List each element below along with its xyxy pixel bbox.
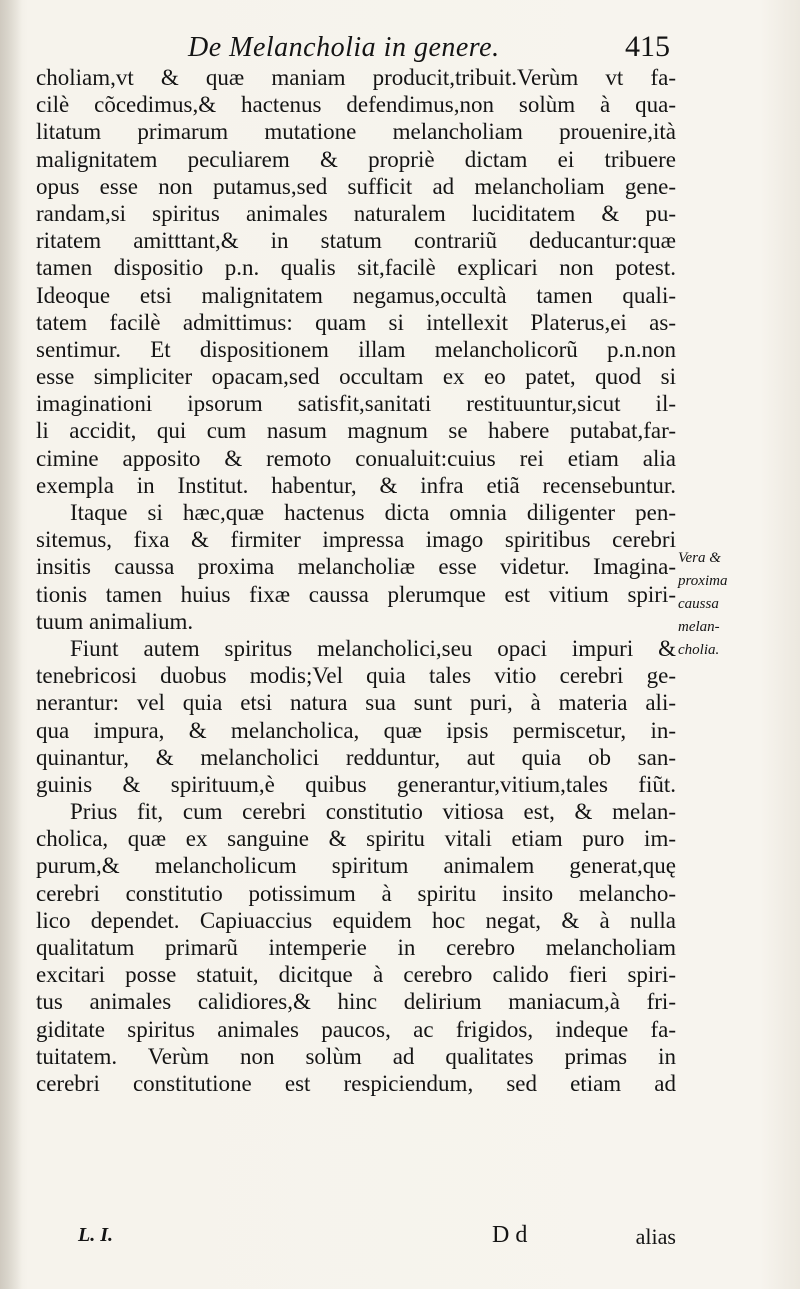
text-line: cerebri constitutione est respiciendum, sed etiam ad — [36, 1070, 676, 1096]
text-line: esse simpliciter opacam,sed occultam ex eo patet, quod si — [36, 364, 676, 390]
text-line: opus esse non putamus,sed sufficit ad melancholiam gene- — [36, 173, 676, 199]
text-line: cimine apposito & remoto conualuit:cuius rei etiam alia — [36, 445, 676, 471]
text-line: choliam,vt & quæ maniam producit,tribuit.Verùm vt fa- — [36, 65, 676, 90]
text-line: malignitatem peculiarem & propriè dictam ei tribuere — [36, 146, 676, 172]
text-line: guinis & spirituum,è quibus generantur,vitium,tales fiũt. — [36, 771, 676, 797]
text-line: ritatem amitttant,& in statum contrariũ deducantur:quæ — [36, 228, 676, 254]
text-line: randam,si spiritus animales naturalem luciditatem & pu- — [36, 200, 676, 226]
marginal-note — [678, 547, 778, 662]
text-line: tamen dispositio p.n. qualis sit,facilè explicari non potest. — [36, 255, 676, 281]
text-line: qualitatum primarũ intemperie in cerebro melancholiam — [36, 935, 676, 960]
text-line: exempla in Institut. habentur, & infra etiã recensebuntur. — [36, 472, 676, 498]
text-line: Ideoque etsi malignitatem negamus,occultà tamen quali- — [36, 282, 676, 308]
text-line: quinantur, & melancholici redduntur, aut quia ob san- — [36, 744, 676, 770]
paragraph-end-line: tuum animalium. — [36, 608, 194, 634]
text-line: litatum primarum mutatione melancholiam prouenire,ità — [36, 119, 676, 145]
page-footer — [36, 1222, 676, 1258]
text-line: cholica, quæ ex sanguine & spiritu vitali etiam puro im- — [36, 826, 676, 852]
main-text-block — [36, 64, 676, 1097]
text-line: li accidit, qui cum nasum magnum se habere putabat,far- — [36, 418, 676, 444]
marginal-note-line: Vera & — [678, 550, 721, 566]
text-line: tionis tamen huius fixæ caussa plerumque est vitium spiri- — [36, 581, 676, 607]
text-line: sentimur. Et dispositionem illam melancholicorũ p.n.non — [36, 336, 676, 362]
paragraph-start-line: Prius fit, cum cerebri constitutio vitiosa est, & melan- — [70, 799, 676, 825]
text-line: qua impura, & melancholica, quæ ipsis permiscetur, in- — [36, 717, 676, 743]
text-line: giditate spiritus animales paucos, ac frigidos, indeque fa- — [36, 1016, 676, 1042]
text-line: nerantur: vel quia etsi natura sua sunt puri, à materia ali- — [36, 690, 676, 716]
text-line: insitis caussa proxima melancholiæ esse videtur. Imagina- — [36, 554, 676, 580]
text-line: excitari posse statuit, dicitque à cerebro calido fieri spiri- — [36, 962, 676, 988]
marginal-note-line: melan- — [678, 619, 720, 635]
marginal-note-line: caussa — [678, 596, 719, 612]
text-line: cilè cõcedimus,& hactenus defendimus,non solùm à qua- — [36, 92, 676, 118]
text-line: tenebricosi duobus modis;Vel quia tales vitio cerebri ge- — [36, 663, 676, 689]
paragraph-start-line: Itaque si hæc,quæ hactenus dicta omnia diligenter pen- — [70, 500, 676, 525]
text-line: imaginationi ipsorum satisfit,sanitati restituuntur,sicut il- — [36, 391, 676, 417]
catchword: alias — [635, 1224, 676, 1249]
text-line: cerebri constitutio potissimum à spiritu insito melancho- — [36, 880, 676, 906]
marginal-note-line: cholia. — [678, 642, 720, 658]
gutter-shadow — [0, 0, 22, 1289]
text-line: tuitatem. Verùm non solùm ad qualitates primas in — [36, 1043, 676, 1069]
text-line: tus animales calidiores,& hinc delirium maniacum,à fri- — [36, 989, 676, 1015]
book-signature: L. I. — [78, 1224, 113, 1246]
page-number: 415 — [625, 30, 670, 63]
marginal-note-line: proxima — [678, 573, 728, 589]
gathering-mark: D d — [492, 1222, 528, 1248]
paragraph-start-line: Fiunt autem spiritus melancholici,seu opaci impuri & — [70, 635, 676, 661]
text-line: lico dependet. Capiuaccius equidem hoc negat, & à nulla — [36, 907, 676, 933]
text-line: sitemus, fixa & firmiter impressa imago spiritibus cerebri — [36, 527, 676, 553]
running-title: De Melancholia in genere. — [188, 32, 500, 63]
text-line: purum,& melancholicum spiritum animalem generat,quę — [36, 853, 676, 879]
text-line: tatem facilè admittimus: quam si intellexit Platerus,ei as- — [36, 309, 676, 335]
